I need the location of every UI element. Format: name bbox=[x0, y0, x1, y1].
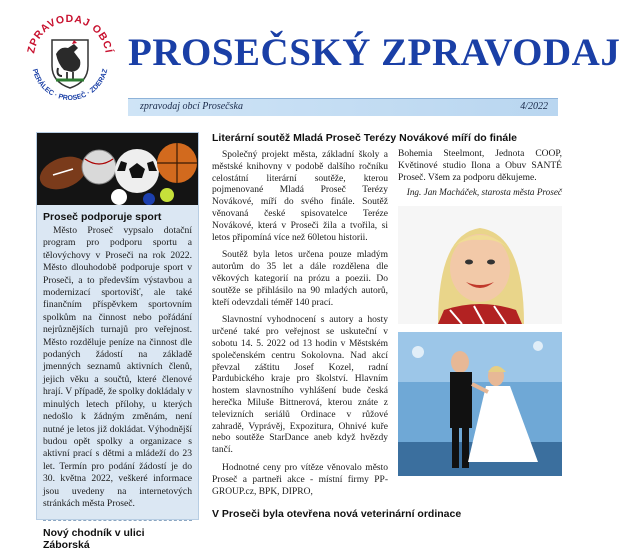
actress-portrait-photo bbox=[398, 206, 562, 324]
article-paragraph-continued: Bohemia Steelmont, Jednota COOP, Květinové studio Ilona a Obuv SANTÉ Proseč. Všem za podporu děkujeme. bbox=[398, 149, 562, 183]
article-column-right bbox=[398, 149, 562, 197]
sidebar-box bbox=[36, 132, 199, 552]
masthead bbox=[0, 0, 620, 112]
subtitle-text: zpravodaj obcí Prosečska bbox=[140, 101, 243, 112]
sidebar-divider bbox=[43, 520, 192, 521]
article-headline: Literární soutěž Mladá Proseč Terézy Novákové míří do finále bbox=[212, 132, 517, 144]
dancing-couple-photo bbox=[398, 332, 562, 476]
main-article bbox=[212, 132, 562, 520]
article-paragraph: Hodnotné ceny pro vítěze věnovalo město Proseč a partneři akce - místní firmy PP-GROUP.cz, BPK, DIPRO, bbox=[212, 462, 388, 497]
article-paragraph: Společný projekt města, základní školy a městské knihovny v podobě dalšího ročníku celostátní literární soutěže, kterou pojmenované Mladá Proseč Terézy Novákové, míří do svého finále. Soutěž věnovaná české spisovatelce Teréze Novákové, která v Proseči žila a tvořila, si letos připomíná více než 60letou historii. bbox=[212, 150, 388, 243]
subtitle-bar bbox=[128, 98, 558, 116]
article-paragraph: Slavnostní vyhodnocení s autory a hosty určené také pro veřejnost se uskuteční v sobotu 14. 5. 2022 od 13 hodin v Městském společenském centru Sokolovna. Nad akcí převzal záštitu Josef Kozel, radní Pardubického kraje pro školství. Hlavním hostem slavnostního vyhlášení bude česká herečka Miluše Bittnerová, kterou znáte z televizních seriálů Ordinace v růžové zahradě, Vyprávěj, Expozitura, Ohnivé kuře nebo soutěže StarDance aneb když hvězdy tančí. bbox=[212, 315, 388, 456]
sidebar-paragraph: Město Proseč vypsalo dotační program pro podporu sportu a tělovýchovy v Proseči na rok 2022. Město dlouhodobě podporuje sport v Proseči, a to především výstavbou a modernizací sportovišť, ale také finančním příspěvkem sportovním spolkům na činnost nebo pořádání nejrůznějších turnajů pro veřejnost. Město rozděluje peníze na činnost dle podaných žádostí na základě jmenných seznamů aktivních členů, jejich věku a součtů, které členové hrají. V případě, že spolky dokládaly v minulých letech přílohy, u kterých nedošlo k žádným změnám, není nutné je letos již dokládat. Výhodnější budou opět spolky a organizace s aktivní prací s dětmi a mládeží do 23 let. Termín pro podání žádostí je do 30. května 2022, veškeré informace jsou uvedeny na internetových stránkách města Proseč. bbox=[43, 225, 192, 509]
next-article-headline: V Proseči byla otevřena nová veterinární ordinace bbox=[212, 508, 462, 520]
sports-balls-image bbox=[37, 133, 198, 205]
logo-arc-text-bottom: PERÁLEC · PROSEČ · ZDERAZ bbox=[30, 68, 110, 103]
issue-number: 4/2022 bbox=[520, 101, 548, 112]
town-crest-logo bbox=[22, 10, 118, 106]
logo-arc-text-top: ZPRAVODAJ OBCÍ bbox=[25, 12, 115, 55]
article-column-left bbox=[212, 150, 388, 504]
sidebar-heading: Proseč podporuje sport bbox=[43, 211, 162, 223]
article-paragraph: Soutěž byla letos určena pouze mladým autorům do 35 let a dále rozdělena dle věkových kategorií na prózu a poezii. Do soutěže se přihlásilo na 90 mladých autorů, kteří odevzdali téměř 140 prací. bbox=[212, 250, 388, 308]
article-signature: Ing. Jan Macháček, starosta města Proseč bbox=[406, 187, 562, 198]
sidebar-second-heading: Nový chodník v ulici Záborská bbox=[43, 527, 145, 552]
newspaper-title: PROSEČSKÝ ZPRAVODAJ bbox=[128, 31, 620, 74]
